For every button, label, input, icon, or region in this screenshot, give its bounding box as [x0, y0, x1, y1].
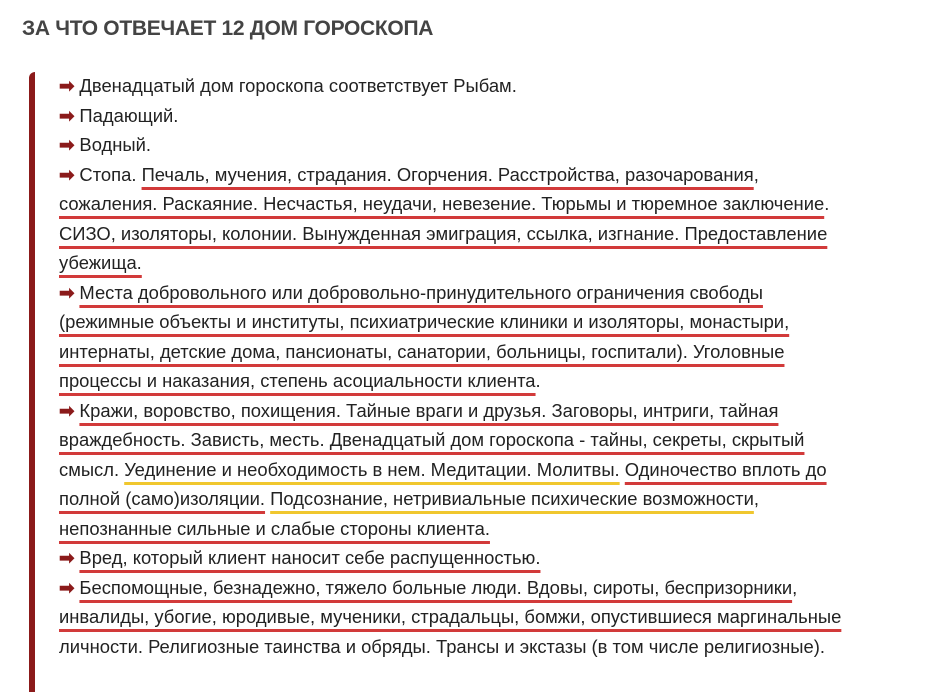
text-line [59, 602, 919, 632]
text-line [59, 219, 919, 249]
horoscope-text-block [59, 71, 919, 661]
bullet-arrow-icon: ➡ [59, 399, 75, 421]
text-segment: , [753, 163, 759, 185]
text-line [59, 425, 919, 455]
text-segment: . [824, 193, 830, 214]
text-segment: Падающий. [79, 104, 179, 126]
highlighted-text-red: Печаль, мучения, страдания. Огорчения. Расстройства, разочарования [141, 163, 754, 185]
text-line [59, 366, 919, 396]
text-line [59, 337, 919, 367]
highlighted-text-red: Кражи, воровство, похищения. Тайные враги и друзья. Заговоры, интриги, тайная [79, 399, 779, 421]
text-line [59, 573, 919, 603]
text-segment: , [753, 488, 759, 509]
bullet-arrow-icon: ➡ [59, 163, 75, 185]
highlighted-text-red: Вред, который клиент наносит себе распущенностью. [79, 547, 541, 568]
highlighted-text-red: Беспомощные, безнадежно, тяжело больные люди. Вдовы, сироты, беспризорники [79, 576, 793, 598]
text-line [59, 189, 919, 219]
highlighted-text-red: инвалиды, убогие, юродивые, мученики, страдальцы, бомжи, опустившиеся маргинальные [59, 606, 842, 627]
text-line [59, 278, 919, 308]
highlighted-text-red: непознанные сильные и слабые стороны клиента. [59, 517, 490, 539]
text-segment: . [535, 370, 541, 391]
highlighted-text-red: СИЗО, изоляторы, колонии. Вынужденная эмиграция, ссылка, изгнание. Предоставление [59, 222, 828, 244]
highlighted-text-red: сожаления. Раскаяние. Несчастья, неудачи, невезение. Тюрьмы и тюремное заключение [59, 193, 825, 214]
bullet-arrow-icon: ➡ [59, 576, 75, 598]
bullet-arrow-icon: ➡ [59, 134, 75, 155]
quote-accent-bar [29, 72, 35, 692]
text-line [59, 248, 919, 278]
highlighted-text-red: процессы и наказания, степень асоциальности клиента [59, 370, 536, 391]
text-line [59, 396, 919, 426]
text-segment: Водный. [79, 134, 151, 155]
text-line [59, 307, 919, 337]
text-line [59, 543, 919, 573]
highlighted-text-red: Одиночество вплоть до [624, 458, 827, 480]
bullet-arrow-icon: ➡ [59, 281, 75, 303]
text-line [59, 484, 919, 514]
text-line [59, 632, 919, 662]
highlighted-text-red: враждебность. Зависть, месть. Двенадцатый дом гороскопа - тайны, секреты, скрытый [59, 429, 805, 450]
text-segment: личности. Религиозные таинства и обряды. Трансы и экстазы (в том числе религиозные). [59, 635, 825, 657]
highlighted-text-yellow: Уединение и необходимость в нем. Медитации. Молитвы. [124, 458, 620, 480]
page-title: ЗА ЧТО ОТВЕЧАЕТ 12 ДОМ ГОРОСКОПА [22, 17, 434, 40]
bullet-arrow-icon: ➡ [59, 547, 75, 568]
bullet-arrow-icon: ➡ [59, 75, 75, 96]
highlighted-text-red: убежища. [59, 252, 142, 273]
text-line [59, 101, 919, 131]
highlighted-text-red: интернаты, детские дома, пансионаты, санатории, больницы, госпитали). Уголовные [59, 340, 785, 362]
bullet-arrow-icon: ➡ [59, 104, 75, 126]
highlighted-text-yellow: Подсознание, нетривиальные психические возможности [270, 488, 754, 509]
text-segment: , [792, 576, 798, 598]
text-line [59, 160, 919, 190]
text-line [59, 514, 919, 544]
text-line [59, 130, 919, 160]
highlighted-text-red: (режимные объекты и институты, психиатрические клиники и изоляторы, монастыри, [59, 311, 790, 332]
text-line [59, 71, 919, 101]
highlighted-text-red: полной (само)изоляции. [59, 488, 266, 509]
text-line [59, 455, 919, 485]
text-segment: Стопа. [79, 163, 142, 185]
text-segment: Двенадцатый дом гороскопа соответствует Рыбам. [79, 75, 517, 96]
text-segment: смысл. [59, 458, 125, 480]
highlighted-text-red: Места добровольного или добровольно-принудительного ограничения свободы [79, 281, 763, 303]
